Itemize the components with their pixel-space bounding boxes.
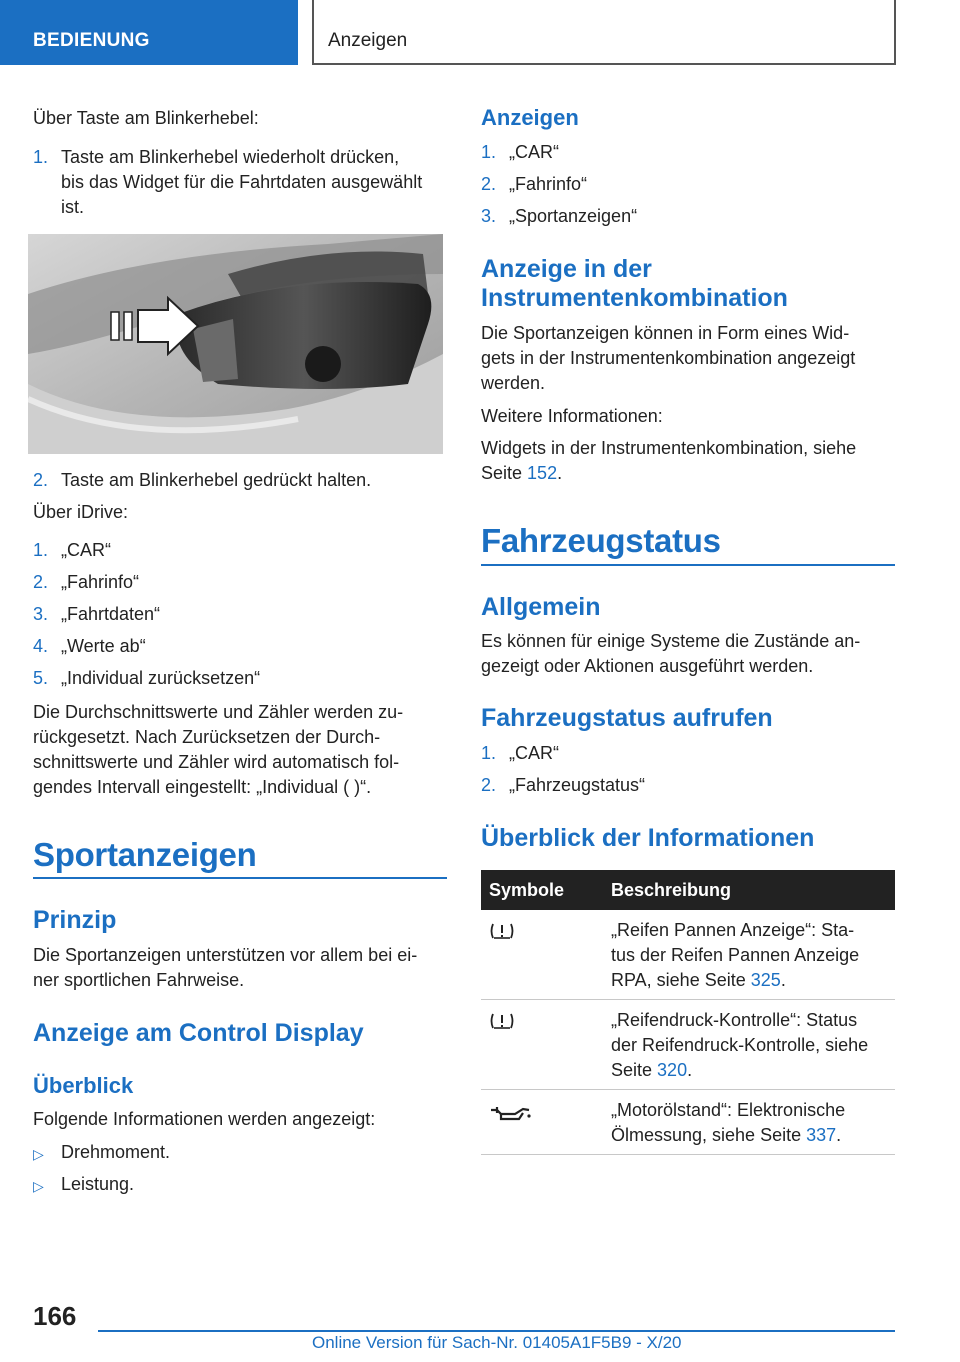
ueberblick-text: Folgende Informationen werden angezeigt: — [33, 1109, 376, 1129]
weitere-info: Weitere Informationen: — [481, 406, 663, 426]
blinker-lever-photo — [28, 234, 443, 454]
aufrufen-step-2 — [481, 773, 895, 798]
bullet-item — [33, 1140, 447, 1165]
page-link-320[interactable]: 320 — [657, 1060, 688, 1080]
page-link-152[interactable]: 152 — [527, 463, 558, 483]
aufrufen-step-text: „Fahrzeugstatus“ — [509, 775, 646, 795]
aufrufen-step-text: „CAR“ — [509, 743, 559, 763]
step-number: 5. — [33, 668, 49, 688]
heading-instrument-line-1: Anzeige in der — [481, 255, 652, 283]
table-row — [481, 910, 895, 1000]
table-row — [481, 1090, 895, 1155]
widgets-line-1: Widgets in der Instrumentenkombination, siehe — [481, 438, 857, 458]
table-row — [481, 1000, 895, 1090]
anzeigen-step-text: „CAR“ — [509, 142, 559, 162]
header-section-tab — [0, 0, 298, 65]
heading-ueberblick: Überblick — [33, 1073, 134, 1098]
heading-sportanzeigen: Sportanzeigen — [33, 836, 257, 873]
row-description — [611, 1008, 891, 1083]
step-number: 4. — [33, 636, 49, 656]
heading-instrument-line-2: Instrumentenkombination — [481, 284, 788, 312]
blinker-lever-illustration — [28, 234, 443, 454]
idrive-step-text: „CAR“ — [61, 540, 111, 560]
header-chapter-box — [312, 0, 896, 65]
col-header-beschreibung: Beschreibung — [611, 880, 732, 900]
step-1-line-2: bis das Widget für die Fahrtdaten ausgewählt — [61, 172, 423, 192]
footer-online-version: Online Version für Sach-Nr. 01405A1F5B9 - X/20 — [312, 1333, 682, 1352]
step-number: 2. — [33, 470, 49, 490]
heading-rule — [33, 877, 447, 879]
idrive-step-1 — [33, 538, 447, 563]
step-number: 2. — [33, 572, 49, 592]
step-1-line-1: Taste am Blinkerhebel wiederholt drücken, — [61, 147, 400, 167]
row-line-text: Ölmessung, siehe Seite — [611, 1125, 802, 1145]
step-2 — [33, 468, 447, 493]
allgemein-line-1: Es können für einige Systeme die Zustände an- — [481, 631, 861, 651]
step-number: 1. — [481, 142, 497, 162]
row-description — [611, 1098, 891, 1148]
triangle-bullet-icon: ▷ — [33, 1178, 44, 1194]
instrument-line-1: Die Sportanzeigen können in Form eines Wid- — [481, 323, 850, 343]
bullet-text: Leistung. — [61, 1174, 135, 1194]
step-number: 3. — [33, 604, 49, 624]
heading-allgemein: Allgemein — [481, 593, 601, 621]
anzeigen-step-text: „Fahrinfo“ — [509, 174, 588, 194]
idrive-step-text: „Individual zurücksetzen“ — [61, 668, 261, 688]
heading-fahrzeugstatus: Fahrzeugstatus — [481, 522, 721, 559]
anzeigen-step-3 — [481, 204, 895, 229]
page-number: 166 — [33, 1301, 77, 1331]
bullet-item — [33, 1172, 447, 1197]
reset-line-2: rückgesetzt. Nach Zurücksetzen der Durch- — [33, 727, 381, 747]
prinzip-line-2: ner sportlichen Fahrweise. — [33, 970, 245, 990]
page-link-337[interactable]: 337 — [806, 1125, 837, 1145]
instrument-line-2: gets in der Instrumentenkombination angezeigt — [481, 348, 856, 368]
heading-ueberblick-informationen: Überblick der Informationen — [481, 824, 815, 852]
tire-warning-icon — [489, 922, 515, 945]
table-header — [481, 870, 895, 910]
seite-label: Seite — [481, 463, 523, 483]
idrive-step-3 — [33, 602, 447, 627]
idrive-step-text: „Fahrinfo“ — [61, 572, 140, 592]
tire-warning-icon — [489, 1012, 515, 1035]
step-number: 1. — [33, 540, 49, 560]
row-line: tus der Reifen Pannen Anzeige — [611, 945, 860, 965]
idrive-intro: Über iDrive: — [33, 502, 129, 522]
step-1-line-3: ist. — [61, 197, 85, 217]
idrive-step-text: „Werte ab“ — [61, 636, 146, 656]
row-line: der Reifendruck-Kontrolle, siehe — [611, 1035, 869, 1055]
heading-prinzip: Prinzip — [33, 906, 117, 934]
step-number: 2. — [481, 775, 497, 795]
idrive-step-text: „Fahrtdaten“ — [61, 604, 161, 624]
row-line-text: Seite — [611, 1060, 653, 1080]
col-header-symbole: Symbole — [489, 880, 565, 900]
intro-text: Über Taste am Blinkerhebel: — [33, 108, 259, 128]
step-number: 1. — [33, 147, 49, 167]
oil-can-icon — [489, 1104, 533, 1127]
anzeigen-step-2 — [481, 172, 895, 197]
footer-rule — [98, 1330, 895, 1332]
idrive-step-2 — [33, 570, 447, 595]
anzeigen-step-1 — [481, 140, 895, 165]
row-line: „Motorölstand“: Elektronische — [611, 1100, 846, 1120]
widgets-line-2: Seite 152. — [481, 463, 563, 483]
instrument-line-3: werden. — [481, 373, 546, 393]
aufrufen-step-1 — [481, 741, 895, 766]
row-line: RPA, siehe Seite 325. — [611, 970, 786, 990]
header-section-label: BEDIENUNG — [33, 30, 150, 51]
header-chapter-label: Anzeigen — [328, 30, 408, 51]
anzeigen-step-text: „Sportanzeigen“ — [509, 206, 638, 226]
triangle-bullet-icon: ▷ — [33, 1146, 44, 1162]
row-line: „Reifendruck-Kontrolle“: Status — [611, 1010, 858, 1030]
bullet-text: Drehmoment. — [61, 1142, 171, 1162]
idrive-step-5 — [33, 666, 447, 691]
row-line-text: RPA, siehe Seite — [611, 970, 746, 990]
reset-line-3: schnittswerte und Zähler wird automatisch fol- — [33, 752, 400, 772]
step-2-text: Taste am Blinkerhebel gedrückt halten. — [61, 470, 372, 490]
prinzip-line-1: Die Sportanzeigen unterstützen vor allem bei ei- — [33, 945, 418, 965]
row-line: Seite 320. — [611, 1060, 693, 1080]
heading-control-display: Anzeige am Control Display — [33, 1019, 364, 1047]
heading-anzeigen: Anzeigen — [481, 105, 579, 130]
heading-aufrufen: Fahrzeugstatus aufrufen — [481, 704, 773, 732]
step-number: 1. — [481, 743, 497, 763]
allgemein-line-2: gezeigt oder Aktionen ausgeführt werden. — [481, 656, 814, 676]
row-line: „Reifen Pannen Anzeige“: Sta- — [611, 920, 855, 940]
row-line: Ölmessung, siehe Seite 337. — [611, 1125, 842, 1145]
idrive-step-4 — [33, 634, 447, 659]
step-1 — [33, 145, 447, 220]
step-number: 3. — [481, 206, 497, 226]
row-description — [611, 918, 891, 993]
reset-line-4: gendes Intervall eingestellt: „Individual ( )“. — [33, 777, 372, 797]
reset-line-1: Die Durchschnittswerte und Zähler werden zu- — [33, 702, 404, 722]
step-number: 2. — [481, 174, 497, 194]
page-link-325[interactable]: 325 — [750, 970, 781, 990]
heading-rule — [481, 564, 895, 566]
